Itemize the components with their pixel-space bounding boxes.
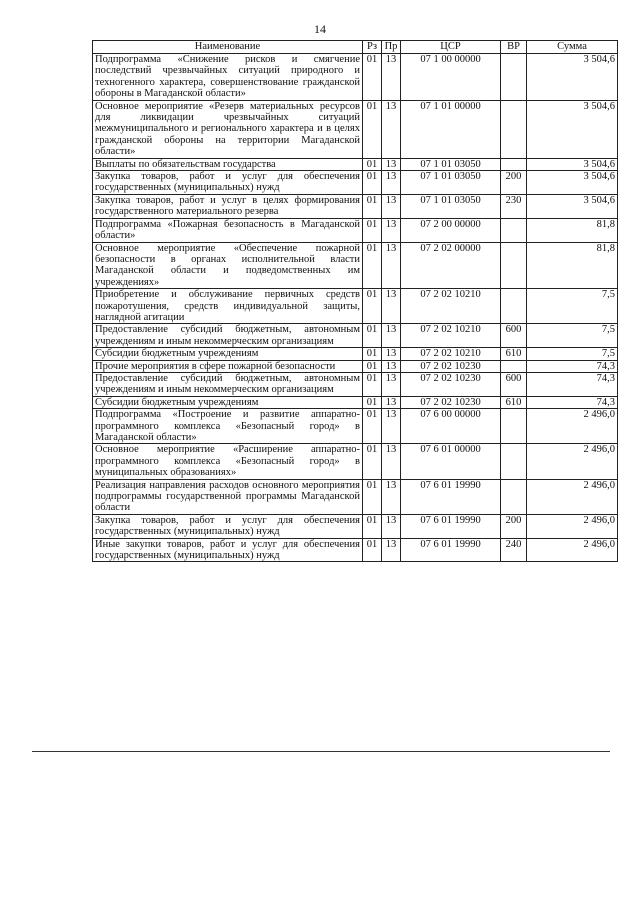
cell-vr: 610 bbox=[501, 348, 527, 360]
cell-vr bbox=[501, 289, 527, 324]
header-rz: Рз bbox=[363, 41, 382, 54]
cell-csr: 07 6 01 19990 bbox=[401, 538, 501, 562]
cell-sum: 2 496,0 bbox=[527, 479, 618, 514]
cell-rz: 01 bbox=[363, 324, 382, 348]
cell-sum: 2 496,0 bbox=[527, 409, 618, 444]
cell-name: Приобретение и обслуживание первичных средств пожаротушения, средств индивидуальной защиты, наглядной агитации bbox=[93, 289, 363, 324]
cell-vr: 240 bbox=[501, 538, 527, 562]
page-number: 14 bbox=[314, 22, 326, 36]
cell-vr bbox=[501, 54, 527, 101]
cell-sum: 7,5 bbox=[527, 348, 618, 360]
cell-rz: 01 bbox=[363, 444, 382, 479]
cell-pr: 13 bbox=[382, 100, 401, 158]
cell-vr bbox=[501, 360, 527, 372]
table-row bbox=[93, 396, 618, 408]
cell-pr: 13 bbox=[382, 158, 401, 170]
header-pr: Пр bbox=[382, 41, 401, 54]
table-row bbox=[93, 218, 618, 242]
cell-pr: 13 bbox=[382, 218, 401, 242]
cell-csr: 07 2 02 10210 bbox=[401, 348, 501, 360]
cell-csr: 07 6 01 00000 bbox=[401, 444, 501, 479]
cell-name: Закупка товаров, работ и услуг для обеспечения государственных (муниципальных) нужд bbox=[93, 514, 363, 538]
cell-csr: 07 2 00 00000 bbox=[401, 218, 501, 242]
cell-sum: 81,8 bbox=[527, 218, 618, 242]
cell-vr: 600 bbox=[501, 372, 527, 396]
cell-name: Субсидии бюджетным учреждениям bbox=[93, 348, 363, 360]
cell-vr: 610 bbox=[501, 396, 527, 408]
table-row bbox=[93, 538, 618, 562]
cell-csr: 07 6 01 19990 bbox=[401, 514, 501, 538]
cell-csr: 07 1 01 03050 bbox=[401, 194, 501, 218]
cell-rz: 01 bbox=[363, 158, 382, 170]
cell-rz: 01 bbox=[363, 194, 382, 218]
table-row bbox=[93, 171, 618, 195]
cell-pr: 13 bbox=[382, 372, 401, 396]
cell-name: Подпрограмма «Построение и развитие аппаратно-программного комплекса «Безопасный город» в Магаданской области» bbox=[93, 409, 363, 444]
cell-sum: 3 504,6 bbox=[527, 171, 618, 195]
cell-sum: 74,3 bbox=[527, 360, 618, 372]
cell-rz: 01 bbox=[363, 348, 382, 360]
cell-vr: 200 bbox=[501, 171, 527, 195]
cell-name: Закупка товаров, работ и услуг для обеспечения государственных (муниципальных) нужд bbox=[93, 171, 363, 195]
cell-csr: 07 2 02 10230 bbox=[401, 372, 501, 396]
cell-pr: 13 bbox=[382, 409, 401, 444]
cell-vr bbox=[501, 479, 527, 514]
cell-name: Предоставление субсидий бюджетным, автономным учреждениям и иным некоммерческим организациям bbox=[93, 324, 363, 348]
cell-vr: 230 bbox=[501, 194, 527, 218]
cell-rz: 01 bbox=[363, 360, 382, 372]
cell-vr bbox=[501, 158, 527, 170]
cell-rz: 01 bbox=[363, 514, 382, 538]
cell-vr: 200 bbox=[501, 514, 527, 538]
header-vr: ВР bbox=[501, 41, 527, 54]
budget-table bbox=[92, 40, 618, 562]
table-row bbox=[93, 409, 618, 444]
cell-rz: 01 bbox=[363, 396, 382, 408]
cell-pr: 13 bbox=[382, 479, 401, 514]
table-row bbox=[93, 444, 618, 479]
cell-rz: 01 bbox=[363, 479, 382, 514]
cell-csr: 07 2 02 10210 bbox=[401, 289, 501, 324]
cell-name: Предоставление субсидий бюджетным, автономным учреждениям и иным некоммерческим организациям bbox=[93, 372, 363, 396]
table-header-row bbox=[93, 41, 618, 54]
cell-sum: 7,5 bbox=[527, 324, 618, 348]
table-row bbox=[93, 324, 618, 348]
table-row bbox=[93, 100, 618, 158]
table-row bbox=[93, 514, 618, 538]
table-row bbox=[93, 158, 618, 170]
cell-rz: 01 bbox=[363, 289, 382, 324]
cell-csr: 07 1 01 03050 bbox=[401, 171, 501, 195]
cell-vr bbox=[501, 444, 527, 479]
table-row bbox=[93, 54, 618, 101]
cell-rz: 01 bbox=[363, 100, 382, 158]
cell-name: Закупка товаров, работ и услуг в целях формирования государственного материального резерва bbox=[93, 194, 363, 218]
cell-csr: 07 1 01 00000 bbox=[401, 100, 501, 158]
cell-pr: 13 bbox=[382, 289, 401, 324]
cell-sum: 81,8 bbox=[527, 242, 618, 289]
cell-pr: 13 bbox=[382, 348, 401, 360]
cell-name: Основное мероприятие «Резерв материальных ресурсов для ликвидации чрезвычайных ситуаций межмуниципального и регионального характера и в целях гражданской обороны на территории Магаданской области» bbox=[93, 100, 363, 158]
cell-rz: 01 bbox=[363, 372, 382, 396]
cell-csr: 07 1 01 03050 bbox=[401, 158, 501, 170]
table-body bbox=[93, 54, 618, 562]
cell-pr: 13 bbox=[382, 538, 401, 562]
cell-sum: 3 504,6 bbox=[527, 158, 618, 170]
cell-pr: 13 bbox=[382, 242, 401, 289]
cell-vr bbox=[501, 242, 527, 289]
table-row bbox=[93, 372, 618, 396]
cell-csr: 07 6 00 00000 bbox=[401, 409, 501, 444]
header-csr: ЦСР bbox=[401, 41, 501, 54]
cell-vr bbox=[501, 218, 527, 242]
cell-csr: 07 6 01 19990 bbox=[401, 479, 501, 514]
cell-pr: 13 bbox=[382, 444, 401, 479]
cell-name: Подпрограмма «Снижение рисков и смягчение последствий чрезвычайных ситуаций природного и техногенного характера, совершенствование гражданской обороны в Магаданской области» bbox=[93, 54, 363, 101]
cell-rz: 01 bbox=[363, 538, 382, 562]
cell-name: Прочие мероприятия в сфере пожарной безопасности bbox=[93, 360, 363, 372]
cell-name: Реализация направления расходов основного мероприятия подпрограммы государственной программы Магаданской области bbox=[93, 479, 363, 514]
cell-name: Иные закупки товаров, работ и услуг для обеспечения государственных (муниципальных) нужд bbox=[93, 538, 363, 562]
cell-csr: 07 2 02 10230 bbox=[401, 360, 501, 372]
cell-rz: 01 bbox=[363, 242, 382, 289]
cell-pr: 13 bbox=[382, 324, 401, 348]
cell-pr: 13 bbox=[382, 54, 401, 101]
cell-rz: 01 bbox=[363, 54, 382, 101]
cell-rz: 01 bbox=[363, 218, 382, 242]
cell-pr: 13 bbox=[382, 514, 401, 538]
table-row bbox=[93, 348, 618, 360]
cell-pr: 13 bbox=[382, 171, 401, 195]
table-row bbox=[93, 194, 618, 218]
cell-rz: 01 bbox=[363, 171, 382, 195]
cell-name: Основное мероприятие «Обеспечение пожарной безопасности в органах исполнительной власти Магаданской области и подведомственных им учреждениях» bbox=[93, 242, 363, 289]
cell-name: Выплаты по обязательствам государства bbox=[93, 158, 363, 170]
header-name: Наименование bbox=[93, 41, 363, 54]
cell-sum: 2 496,0 bbox=[527, 514, 618, 538]
table-row bbox=[93, 289, 618, 324]
table-row bbox=[93, 479, 618, 514]
table-row bbox=[93, 242, 618, 289]
cell-sum: 3 504,6 bbox=[527, 54, 618, 101]
cell-sum: 2 496,0 bbox=[527, 538, 618, 562]
cell-pr: 13 bbox=[382, 194, 401, 218]
cell-sum: 3 504,6 bbox=[527, 100, 618, 158]
cell-sum: 74,3 bbox=[527, 372, 618, 396]
cell-name: Субсидии бюджетным учреждениям bbox=[93, 396, 363, 408]
cell-sum: 7,5 bbox=[527, 289, 618, 324]
cell-vr: 600 bbox=[501, 324, 527, 348]
cell-csr: 07 2 02 00000 bbox=[401, 242, 501, 289]
cell-sum: 3 504,6 bbox=[527, 194, 618, 218]
cell-rz: 01 bbox=[363, 409, 382, 444]
cell-pr: 13 bbox=[382, 396, 401, 408]
cell-csr: 07 2 02 10230 bbox=[401, 396, 501, 408]
cell-csr: 07 2 02 10210 bbox=[401, 324, 501, 348]
cell-sum: 74,3 bbox=[527, 396, 618, 408]
cell-vr bbox=[501, 100, 527, 158]
header-sum: Сумма bbox=[527, 41, 618, 54]
cell-pr: 13 bbox=[382, 360, 401, 372]
cell-sum: 2 496,0 bbox=[527, 444, 618, 479]
cell-vr bbox=[501, 409, 527, 444]
cell-csr: 07 1 00 00000 bbox=[401, 54, 501, 101]
cell-name: Основное мероприятие «Расширение аппаратно-программного комплекса «Безопасный город» в муниципальных образованиях» bbox=[93, 444, 363, 479]
cell-name: Подпрограмма «Пожарная безопасность в Магаданской области» bbox=[93, 218, 363, 242]
page-divider bbox=[32, 751, 610, 752]
table-row bbox=[93, 360, 618, 372]
